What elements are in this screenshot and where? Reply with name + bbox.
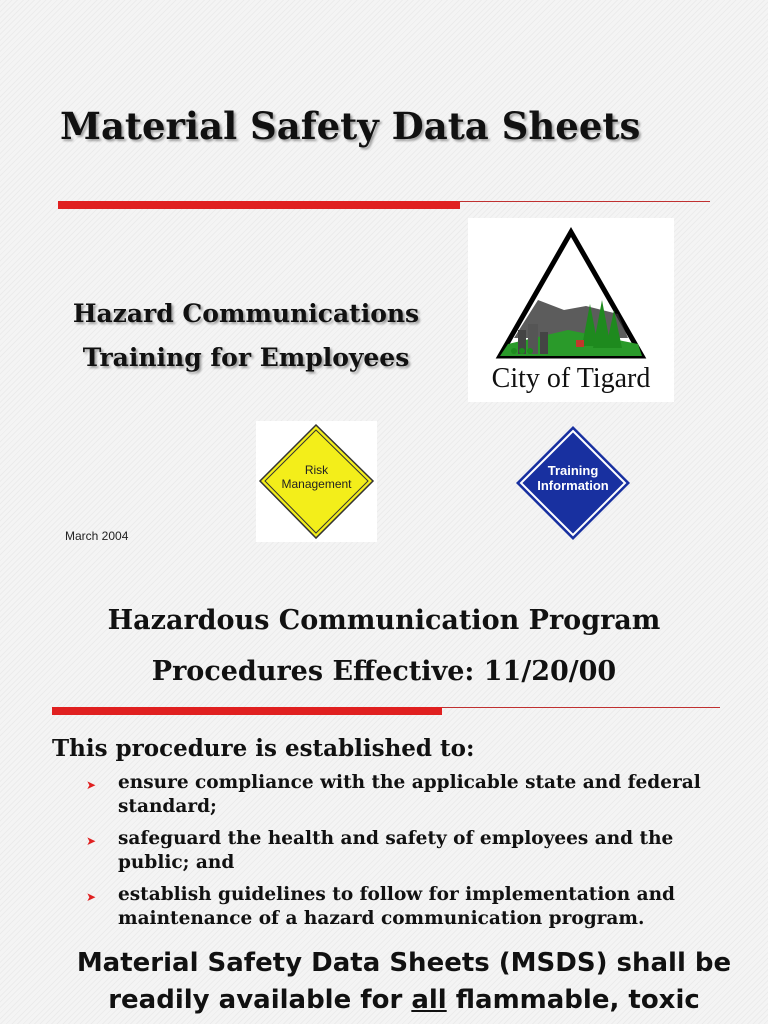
arrow-bullet-icon: ➤ [86, 834, 97, 848]
training-badge-label [512, 463, 634, 493]
list-item-text: safeguard the health and safety of employees and the public; and [118, 828, 674, 873]
risk-badge-label [256, 463, 377, 491]
training-badge-line-1: Training [547, 463, 599, 478]
page-title: Material Safety Data Sheets [60, 104, 641, 148]
training-information-badge [512, 424, 634, 542]
msds-statement [40, 945, 768, 1019]
list-item [86, 827, 746, 875]
procedure-intro: This procedure is established to: [52, 735, 475, 762]
arrow-bullet-icon: ➤ [86, 890, 97, 904]
effective-date: Procedures Effective: 11/20/00 [151, 656, 617, 687]
subtitle-line-1: Hazard Communications [72, 299, 420, 328]
training-badge-line-2: Information [537, 478, 609, 493]
risk-management-badge [256, 421, 377, 542]
city-of-tigard-logo [468, 218, 674, 402]
arrow-bullet-icon: ➤ [86, 778, 97, 792]
subtitle [40, 292, 452, 380]
date-label: March 2004 [65, 529, 129, 543]
program-divider [52, 707, 720, 715]
subtitle-line-2: Training for Employees [82, 343, 410, 372]
list-item-text: ensure compliance with the applicable state and federal standard; [118, 772, 701, 817]
program-title: Hazardous Communication Program [107, 605, 661, 636]
procedure-list [86, 771, 746, 939]
title-divider [58, 201, 710, 209]
risk-badge-line-2: Management [281, 477, 352, 491]
msds-emphasis: all [411, 985, 447, 1015]
mountain-logo-icon [468, 218, 674, 368]
msds-text-part-1: Material Safety Data Sheets (MSDS) shall be readily available for [76, 948, 732, 1015]
logo-caption: City of Tigard [491, 363, 651, 394]
list-item [86, 771, 746, 819]
list-item [86, 883, 746, 931]
msds-text-part-2: flammable, toxic [446, 985, 700, 1015]
risk-badge-line-1: Risk [304, 463, 329, 477]
list-item-text: establish guidelines to follow for implementation and maintenance of a hazard communication program. [118, 884, 675, 929]
